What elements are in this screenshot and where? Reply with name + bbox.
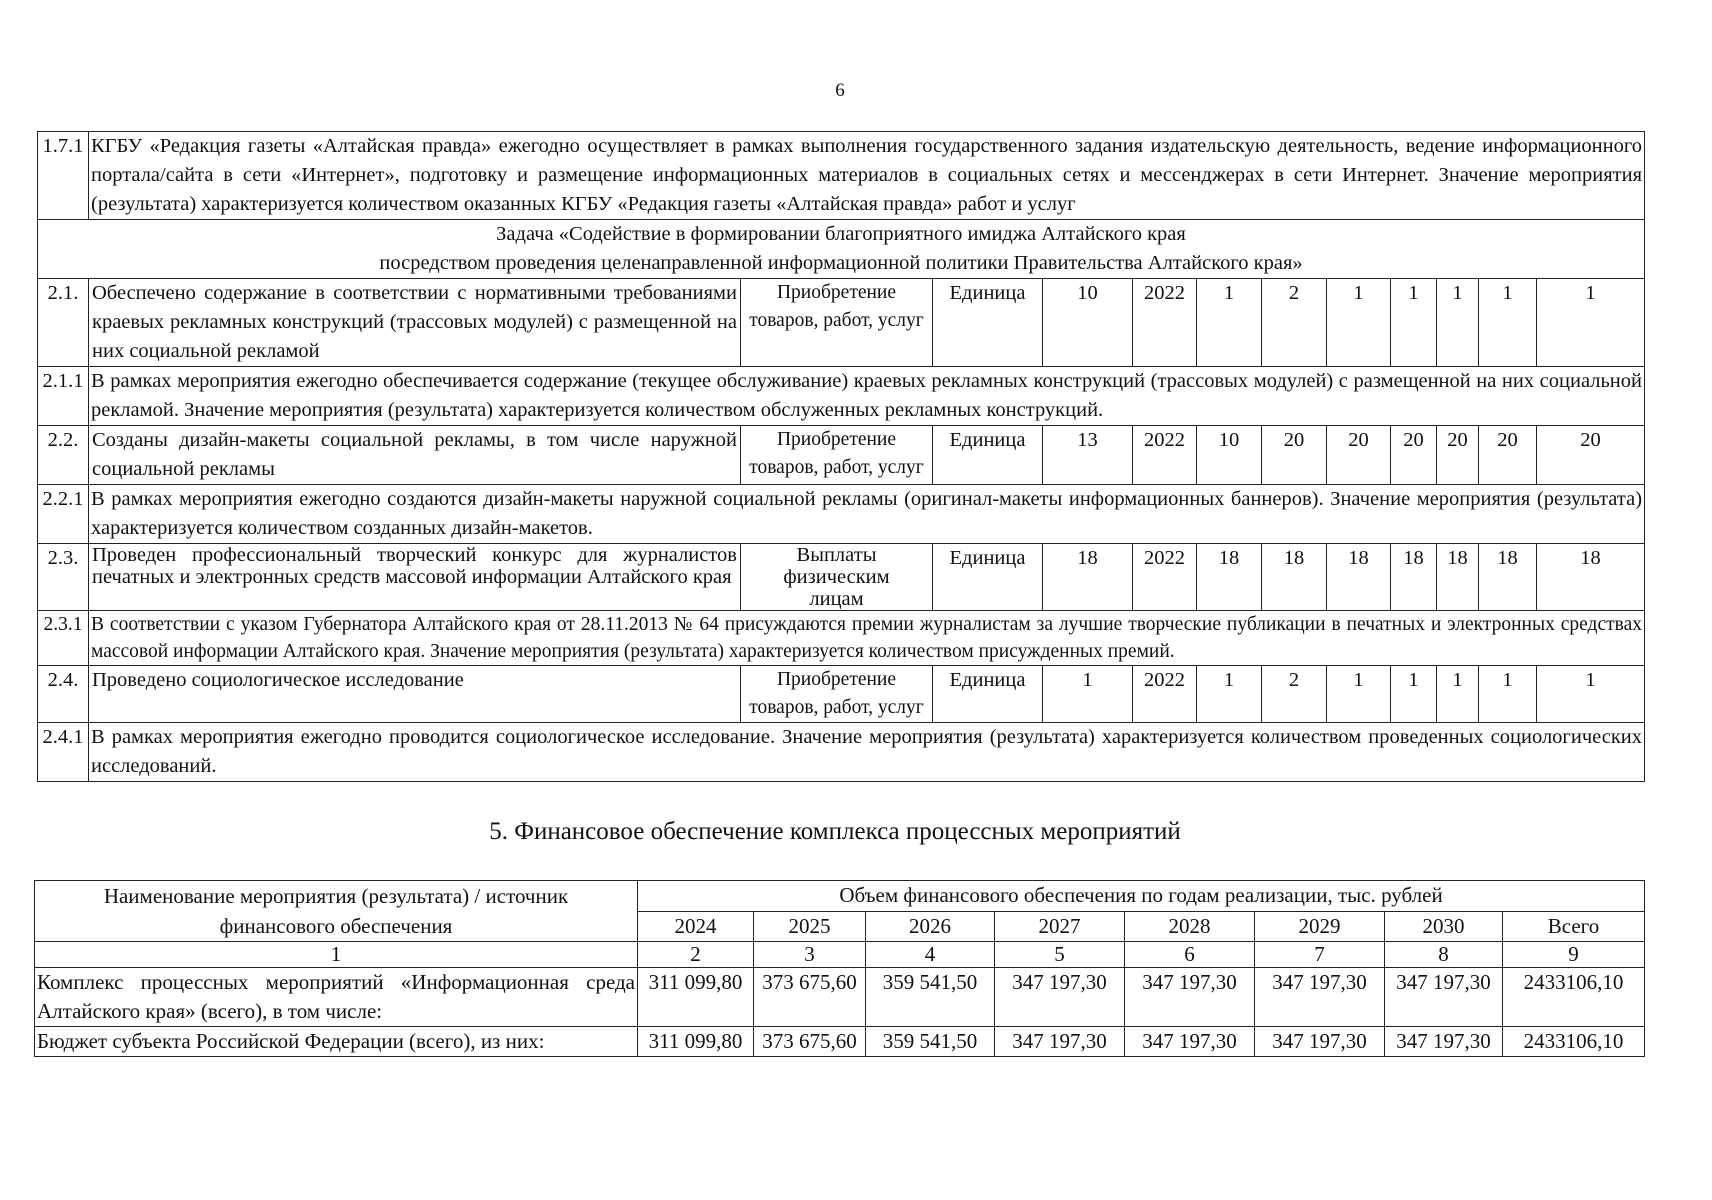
section-title: 5. Финансовое обеспечение комплекса процессных мероприятий [489, 818, 1181, 845]
row-description: КГБУ «Редакция газеты «Алтайская правда» ежегодно осуществляет в рамках выполнения государственного задания издательскую деятельность, ведение информационного портала/сайта в сети «Интернет», подготовку и размещение информационных материалов в социальных сетях и мессенджерах в сети Интернет. Значение мероприятия (результата) характеризуется количеством оказанных КГБУ «Редакция газеты «Алтайская правда» работ и услуг [89, 132, 1645, 220]
row-number: 2.4.1 [38, 723, 89, 782]
year-header: 2025 [754, 911, 866, 942]
unit-cell: Единица [933, 666, 1043, 723]
column-numbers-row [35, 942, 1645, 968]
table-row [38, 723, 1645, 782]
year-value: 1 [1197, 279, 1262, 367]
activity-type: Приобретение товаров, работ, услуг [741, 279, 933, 367]
base-value: 10 [1043, 279, 1133, 367]
year-value: 18 [1437, 544, 1479, 611]
base-year: 2022 [1133, 279, 1197, 367]
year-value: 1 [1537, 666, 1645, 723]
column-number: 8 [1385, 942, 1503, 968]
task-title-line: Задача «Содействие в формировании благоприятного имиджа Алтайского края [496, 223, 1186, 245]
year-value: 20 [1437, 426, 1479, 485]
base-value: 18 [1043, 544, 1133, 611]
finance-table [34, 880, 1645, 1057]
finance-value: 359 541,50 [866, 1027, 995, 1057]
table-row [38, 666, 1645, 723]
unit-cell: Единица [933, 279, 1043, 367]
column-number: 6 [1125, 942, 1255, 968]
column-number: 5 [995, 942, 1125, 968]
row-number: 2.1. [38, 279, 89, 367]
finance-value: 347 197,30 [995, 968, 1125, 1027]
year-value: 1 [1479, 666, 1537, 723]
column-number: 7 [1255, 942, 1385, 968]
activity-type: Приобретение товаров, работ, услуг [741, 666, 933, 723]
year-value: 1 [1327, 666, 1391, 723]
base-value: 1 [1043, 666, 1133, 723]
row-number: 2.1.1 [38, 367, 89, 426]
base-year: 2022 [1133, 426, 1197, 485]
finance-value: 373 675,60 [754, 968, 866, 1027]
finance-row-name: Бюджет субъекта Российской Федерации (всего), из них: [35, 1027, 638, 1057]
year-value: 18 [1197, 544, 1262, 611]
year-value: 20 [1391, 426, 1437, 485]
year-value: 18 [1262, 544, 1327, 611]
activity-name: Проведено социологическое исследование [89, 666, 741, 723]
year-value: 1 [1327, 279, 1391, 367]
year-value: 18 [1391, 544, 1437, 611]
year-header: 2029 [1255, 911, 1385, 942]
year-header: 2024 [638, 911, 754, 942]
year-value: 20 [1327, 426, 1391, 485]
row-description: В соответствии с указом Губернатора Алтайского края от 28.11.2013 № 64 присуждаются премии журналистам за лучшие творческие публикации в печатных и электронных средствах массовой информации Алтайского края. Значение мероприятия (результата) характеризуется количеством присужденных премий. [89, 611, 1645, 666]
indicators-table [37, 131, 1645, 782]
year-value: 20 [1479, 426, 1537, 485]
year-header: 2026 [866, 911, 995, 942]
table-row [38, 611, 1645, 666]
row-description: В рамках мероприятия ежегодно обеспечивается содержание (текущее обслуживание) краевых рекламных конструкций (трассовых модулей) с размещенной на них социальной рекламой. Значение мероприятия (результата) характеризуется количеством обслуженных рекламных конструкций. [89, 367, 1645, 426]
year-value: 18 [1479, 544, 1537, 611]
activity-type: Выплаты физическим лицам [741, 544, 933, 611]
year-value: 10 [1197, 426, 1262, 485]
table-row [35, 968, 1645, 1027]
activity-name: Проведен профессиональный творческий конкурс для журналистов печатных и электронных средств массовой информации Алтайского края [89, 544, 741, 611]
task-title-line: посредством проведения целенаправленной информационной политики Правительства Алтайского края» [379, 252, 1303, 274]
column-number: 2 [638, 942, 754, 968]
finance-value: 359 541,50 [866, 968, 995, 1027]
finance-total: 2433106,10 [1503, 1027, 1645, 1057]
finance-value: 347 197,30 [1255, 1027, 1385, 1057]
finance-value: 347 197,30 [1125, 1027, 1255, 1057]
row-number: 1.7.1 [38, 132, 89, 220]
row-number: 2.4. [38, 666, 89, 723]
year-value: 1 [1437, 279, 1479, 367]
table-row [38, 132, 1645, 220]
year-value: 2 [1262, 666, 1327, 723]
activity-type: Приобретение товаров, работ, услуг [741, 426, 933, 485]
year-value: 18 [1537, 544, 1645, 611]
page-number: 6 [835, 80, 845, 101]
task-title [38, 220, 1645, 279]
total-header: Всего [1503, 911, 1645, 942]
year-value: 18 [1327, 544, 1391, 611]
activity-name: Обеспечено содержание в соответствии с нормативными требованиями краевых рекламных конструкций (трассовых модулей) с размещенной на них социальной рекламой [89, 279, 741, 367]
task-row [38, 220, 1645, 279]
year-value: 20 [1537, 426, 1645, 485]
year-value: 1 [1437, 666, 1479, 723]
row-description: В рамках мероприятия ежегодно создаются дизайн-макеты наружной социальной рекламы (оригинал-макеты информационных баннеров). Значение мероприятия (результата) характеризуется количеством созданных дизайн-макетов. [89, 485, 1645, 544]
finance-value: 347 197,30 [995, 1027, 1125, 1057]
finance-value: 347 197,30 [1125, 968, 1255, 1027]
year-header: 2027 [995, 911, 1125, 942]
row-number: 2.3.1 [38, 611, 89, 666]
year-value: 20 [1262, 426, 1327, 485]
table-row [38, 485, 1645, 544]
header-row [35, 881, 1645, 912]
table-row [38, 279, 1645, 367]
activity-name: Созданы дизайн-макеты социальной рекламы, в том числе наружной социальной рекламы [89, 426, 741, 485]
table-row [38, 544, 1645, 611]
year-value: 2 [1262, 279, 1327, 367]
finance-total: 2433106,10 [1503, 968, 1645, 1027]
header-name: Наименование мероприятия (результата) / источник финансового обеспечения [35, 881, 638, 942]
year-value: 1 [1537, 279, 1645, 367]
finance-value: 311 099,80 [638, 968, 754, 1027]
table-row [38, 367, 1645, 426]
finance-value: 373 675,60 [754, 1027, 866, 1057]
unit-cell: Единица [933, 426, 1043, 485]
table-row [35, 1027, 1645, 1057]
year-value: 1 [1197, 666, 1262, 723]
column-number: 4 [866, 942, 995, 968]
column-number: 1 [35, 942, 638, 968]
year-value: 1 [1391, 666, 1437, 723]
finance-value: 311 099,80 [638, 1027, 754, 1057]
year-value: 1 [1391, 279, 1437, 367]
year-value: 1 [1479, 279, 1537, 367]
year-header: 2030 [1385, 911, 1503, 942]
base-year: 2022 [1133, 666, 1197, 723]
base-value: 13 [1043, 426, 1133, 485]
unit-cell: Единица [933, 544, 1043, 611]
column-number: 3 [754, 942, 866, 968]
base-year: 2022 [1133, 544, 1197, 611]
row-number: 2.2. [38, 426, 89, 485]
finance-value: 347 197,30 [1255, 968, 1385, 1027]
finance-value: 347 197,30 [1385, 1027, 1503, 1057]
row-number: 2.3. [38, 544, 89, 611]
header-volume: Объем финансового обеспечения по годам реализации, тыс. рублей [638, 881, 1645, 912]
column-number: 9 [1503, 942, 1645, 968]
row-number: 2.2.1 [38, 485, 89, 544]
table-row [38, 426, 1645, 485]
row-description: В рамках мероприятия ежегодно проводится социологическое исследование. Значение мероприятия (результата) характеризуется количеством проведенных социологических исследований. [89, 723, 1645, 782]
finance-row-name: Комплекс процессных мероприятий «Информационная среда Алтайского края» (всего), в том числе: [35, 968, 638, 1027]
finance-value: 347 197,30 [1385, 968, 1503, 1027]
year-header: 2028 [1125, 911, 1255, 942]
